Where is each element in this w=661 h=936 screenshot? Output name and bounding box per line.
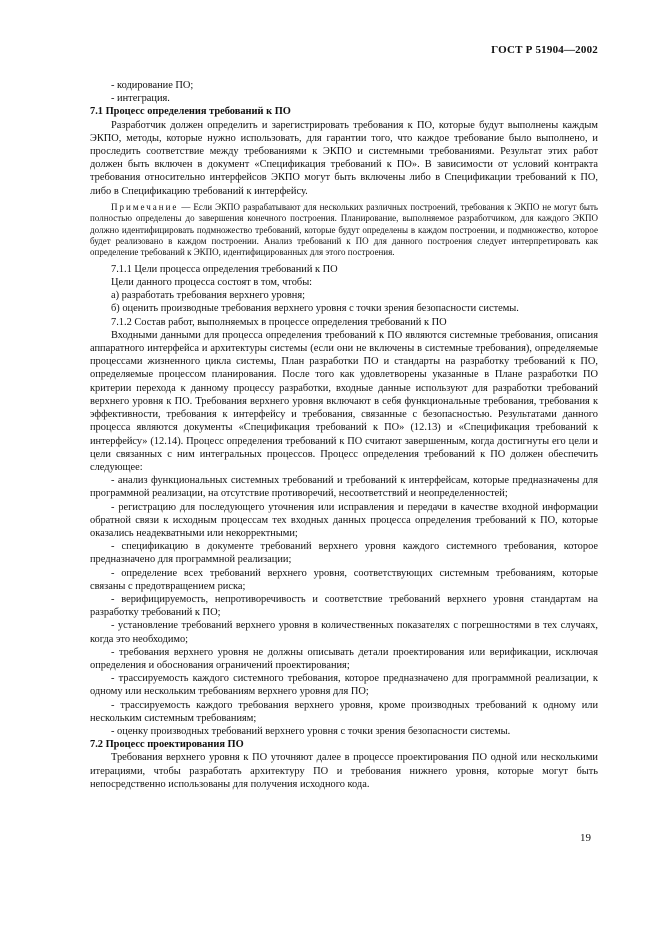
section-heading-7-2: 7.2 Процесс проектирования ПО xyxy=(90,739,244,751)
list-item: - требования верхнего уровня не должны описывать детали проектирования или верификации, исключая определения и обоснования ограничений проектирования; xyxy=(90,646,598,671)
subsection-heading-7-1-2: 7.1.2 Состав работ, выполняемых в процессе определения требований к ПО xyxy=(111,316,447,328)
paragraph: Входными данными для процесса определения требований к ПО являются системные требования, описания аппаратного интерфейса и архитектуры системы (если они не включены в системные требования), определяемые процессами жизненного цикла системы, План разработки ПО и стандарты на разработку требований к ПО, определяемые процессом планирования. После того как удовлетворены указанные в Плане разработки ПО критерии перехода к данному процессу разработки, входные данные используют для разработки требований верхнего уровня к ПО. Требования верхнего уровня включают в себя функциональные требования, требования к эффективности, требования к интерфейсу и требования, связанные с безопасностью. Результатами данного процесса являются документы «Спецификация требований к ПО» (12.13) и «Спецификация требований к интерфейсу» (12.14). Процесс определения требований к ПО считают завершенным, когда достигнуты его цели и цели связанных с ним интегральных процессов. Процесс определения требований к ПО должен обеспечить следующее: xyxy=(90,329,598,473)
paragraph: Разработчик должен определить и зарегистрировать требования к ПО, которые будут выполнены каждым ЭКПО, методы, которые нужно использовать, для гарантии того, что каждое требование было выполнено, и проследить соответствие между требованиями к ЭКПО и системными требованиями. Результат этих работ должен быть включен в документ «Спецификация требований к ПО». В зависимости от условий контракта требования относительно интерфейсов ЭКПО могут быть включены либо в Спецификации требований к ПО, либо в Спецификацию требований к интерфейсу. xyxy=(90,119,598,197)
page-body xyxy=(90,79,598,791)
list-item: б) оценить производные требования верхнего уровня с точки зрения безопасности системы. xyxy=(111,303,519,315)
list-item: - установление требований верхнего уровня в количественных показателях с погрешностями в тех случаях, когда это необходимо; xyxy=(90,620,598,645)
list-item: - интеграция. xyxy=(111,93,170,105)
note-paragraph xyxy=(90,202,598,259)
section-heading-7-1: 7.1 Процесс определения требований к ПО xyxy=(90,106,291,118)
list-item: - регистрацию для последующего уточнения или исправления и передачи в качестве входной информации обратной связи к исходным процессам тех входных данных процесса определения требований к ПО, которые оказались неадекватными или некорректными; xyxy=(90,501,598,539)
paragraph: Цели данного процесса состоят в том, чтобы: xyxy=(111,277,313,289)
list-item: - определение всех требований верхнего уровня, соответствующих системным требованиям, которые связаны с предотвращением риска; xyxy=(90,567,598,592)
list-item: - анализ функциональных системных требований и требований к интерфейсам, которые предназначены для программной реализации, на отсутствие противоречий, несоответствий и неопределенностей; xyxy=(90,475,598,500)
list-item: - трассируемость каждого системного требования, которое предназначено для программной реализации, к одному или нескольким требованиям верхнего уровня для ПО; xyxy=(90,673,598,698)
document-id-header: ГОСТ Р 51904—2002 xyxy=(491,44,598,56)
page-number: 19 xyxy=(580,832,591,844)
list-item: - трассируемость каждого требования верхнего уровня, кроме производных требований к одному или нескольким системным требованиям; xyxy=(90,699,598,724)
list-item: - верифицируемость, непротиворечивость и соответствие требований верхнего уровня стандартам на разработку требований к ПО; xyxy=(90,593,598,619)
list-item: - кодирование ПО; xyxy=(111,80,194,91)
paragraph: Требования верхнего уровня к ПО уточняют далее в процессе проектирования ПО одной или несколькими итерациями, чтобы разработать архитектуру ПО и требования нижнего уровня, которые могут быть непосредственно использованы для получения исходного кода. xyxy=(90,752,598,790)
note-label: Примечание xyxy=(111,201,179,212)
note-text: — Если ЭКПО разрабатывают для нескольких различных построений, требования к ЭКПО не могут быть полностью определены до завершения конечного построения. Планирование, выполняемое разработчиком, для каждого ЭКПО должно идентифицировать подмножество требований, которые будут определены в каждом построении, и подмножество, которое будет реализовано в каждом построении. Анализ требований к ПО для данного построения следует интерпретировать как определение требований к ЭКПО, идентифицированных для этого построения. xyxy=(90,201,598,258)
list-item: а) разработать требования верхнего уровня; xyxy=(111,290,305,302)
subsection-heading-7-1-1: 7.1.1 Цели процесса определения требований к ПО xyxy=(111,263,338,275)
list-item: - спецификацию в документе требований верхнего уровня каждого системного требования, которое предназначено для программной реализации; xyxy=(90,541,598,566)
list-item: - оценку производных требований верхнего уровня с точки зрения безопасности системы. xyxy=(111,725,511,737)
